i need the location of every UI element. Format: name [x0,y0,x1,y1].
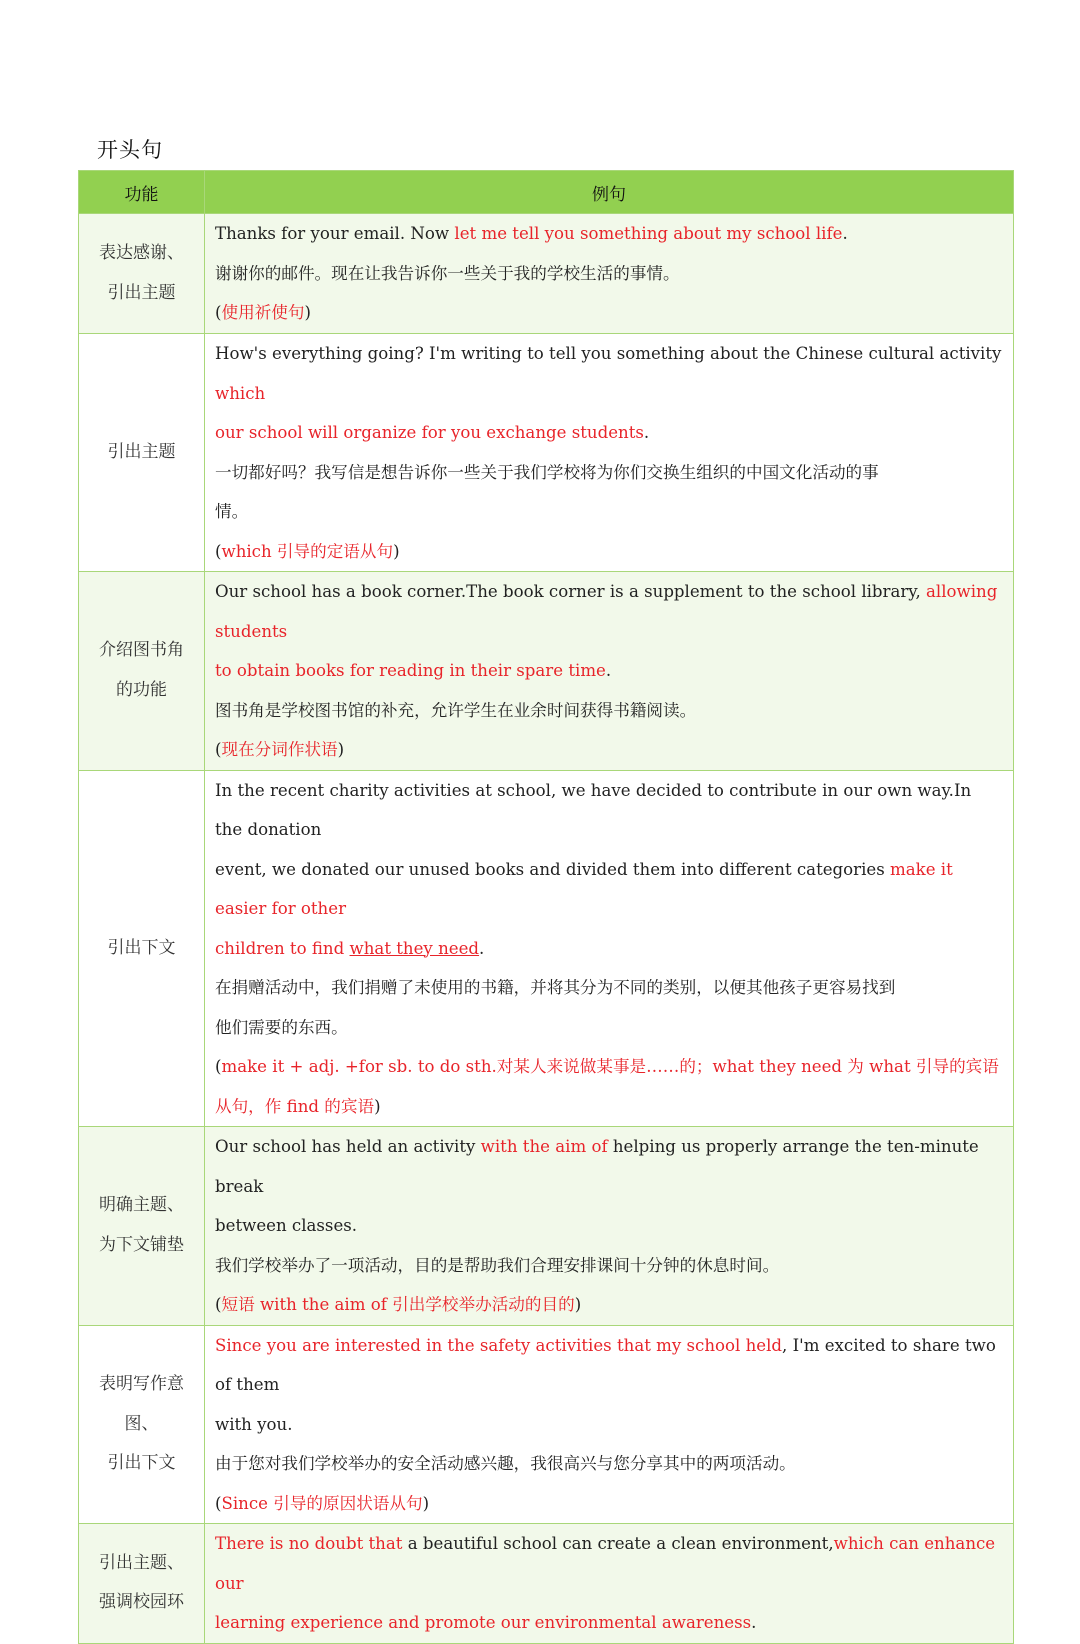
example-line [215,1524,1003,1603]
example-line [215,572,1003,651]
highlight-text: with the aim of [480,1137,608,1156]
section-title: 开头句 [97,138,163,162]
table-row [79,1325,1014,1524]
highlight-text: what they need [349,938,480,958]
example-line [215,293,1003,333]
function-cell [79,1127,205,1326]
highlight-text: 短语 with the aim of 引出学校举办活动的目的 [221,1295,575,1314]
function-text: 强调校园环 [99,1592,184,1613]
body-text: 我们学校举办了一项活动，目的是帮助我们合理安排课间十分钟的休息时间。 [215,1255,780,1275]
example-line [215,1008,1003,1048]
body-text: ) [422,1493,430,1513]
body-text: 他们需要的东西。 [215,1017,348,1037]
example-line [215,1405,1003,1445]
body-text: ) [304,303,311,323]
body-text: How's everything going? I'm writing to tell you something about the Chinese cultural activity [215,344,1002,363]
example-cell [205,1127,1014,1326]
function-text: 介绍图书角 [99,640,184,661]
example-line [215,771,1003,850]
body-text: helping us properly arrange the ten-minute break [215,1137,979,1196]
function-text: 表达感谢、 [99,243,184,263]
table-row [79,770,1014,1127]
example-line [215,413,1003,453]
highlight-text: 从句，作 find 的宾语 [215,1096,375,1116]
body-text: ) [374,1096,381,1116]
example-line [215,929,1003,969]
highlight-text: learning experience and promote our environmental awareness [215,1613,752,1632]
highlight-text: let me tell you something about my school life [454,224,843,244]
body-text: 图书角是学校图书馆的补充，允许学生在业余时间获得书籍阅读。 [215,700,697,720]
highlight-text: to obtain books for reading in their spare time [215,661,606,680]
example-line [215,532,1003,572]
function-cell [79,214,205,334]
highlight-text: which can enhance our [215,1534,996,1593]
example-cell [205,1325,1014,1524]
body-text: ( [215,1493,222,1513]
example-cell [205,572,1014,771]
example-cell [205,214,1014,334]
body-text: Our school has held an activity [215,1137,481,1156]
example-line [215,214,1003,254]
example-line [215,453,1003,493]
body-text: ( [215,303,222,323]
example-line [215,1206,1003,1246]
function-cell [79,572,205,771]
function-cell [79,1524,205,1644]
body-text: . [842,224,848,244]
body-text: ) [574,1295,582,1314]
body-text: between classes. [215,1216,358,1235]
body-text: 由于您对我们学校举办的安全活动感兴趣，我很高兴与您分享其中的两项活动。 [215,1454,796,1473]
body-text: . [751,1613,757,1632]
example-line [215,1127,1003,1206]
body-text: Our school has a book corner.The book corner is a supplement to the school library, [215,582,927,601]
function-text: 引出下文 [107,1453,176,1473]
function-text: 表明写作意 [99,1374,184,1394]
highlight-text: our school will organize for you exchange students [215,423,644,442]
function-text: 引出下文 [107,937,176,958]
example-line [215,850,1003,929]
body-text: , I'm excited to share two of them [215,1335,996,1394]
example-line [215,1087,1003,1127]
highlight-text: 使用祈使句 [221,303,305,323]
body-text: 一切都好吗？我写信是想告诉你一些关于我们学校将为你们交换生组织的中国文化活动的事 [215,462,879,482]
function-text: 引出主题 [107,282,176,303]
body-text: a beautiful school can create a clean environment, [402,1534,834,1553]
example-cell [205,1524,1014,1644]
function-cell [79,770,205,1127]
function-text: 图、 [124,1413,159,1434]
body-text: ) [393,541,400,561]
body-text: 情。 [215,502,249,521]
example-line [215,254,1003,294]
highlight-text: Since 引导的原因状语从句 [221,1493,423,1513]
body-text: event, we donated our unused books and divided them into different categories [215,859,891,879]
example-line [215,1484,1003,1524]
body-text: ) [337,740,345,759]
table-row [79,1127,1014,1326]
highlight-text: which [215,383,266,403]
example-line [215,1326,1003,1405]
body-text: In the recent charity activities at school, we have decided to contribute in our own way.In the donation [215,780,972,839]
highlight-text: There is no doubt that [215,1534,403,1553]
example-line [215,334,1003,413]
function-text: 引出主题、 [99,1552,184,1573]
example-line [215,1047,1003,1087]
body-text: ( [215,1057,222,1076]
body-text: . [605,661,612,680]
example-line [215,1603,1003,1643]
example-cell [205,334,1014,572]
table-row [79,214,1014,334]
highlight-text: make it easier for other [215,859,953,918]
highlight-text: make it + adj. +for sb. to do sth.对某人来说做某事是……的；what they need 为 what 引导的宾语 [221,1057,999,1076]
table-row [79,1524,1014,1644]
body-text: ( [215,740,222,759]
header-function: 功能 [79,171,205,214]
example-line [215,492,1003,532]
body-text: ( [215,541,222,561]
function-cell [79,1325,205,1524]
header-example: 例句 [205,171,1014,214]
highlight-text: allowing students [215,582,998,641]
example-line [215,691,1003,731]
function-text: 为下文铺垫 [99,1234,184,1255]
function-text: 引出主题 [107,441,176,462]
body-text: ( [215,1295,222,1314]
table-row [79,334,1014,572]
body-text: . [643,423,650,442]
table-header-row [79,171,1014,214]
example-line [215,1444,1003,1484]
body-text: 在捐赠活动中，我们捐赠了未使用的书籍，并将其分为不同的类别，以便其他孩子更容易找到 [215,978,896,997]
example-cell [205,770,1014,1127]
body-text: 谢谢你的邮件。现在让我告诉你一些关于我的学校生活的事情。 [215,263,680,283]
example-line [215,1285,1003,1325]
body-text: . [479,938,485,958]
body-text: with you. [215,1414,293,1434]
highlight-text: 现在分词作状语 [221,740,338,759]
highlight-text: Since you are interested in the safety activities that my school held [215,1335,783,1355]
highlight-text: which 引导的定语从句 [221,541,394,561]
table-body [79,214,1014,1644]
phrase-table [78,170,1014,1644]
table-row [79,572,1014,771]
highlight-text: children to find [215,938,350,958]
example-line [215,1246,1003,1286]
function-cell [79,334,205,572]
function-text: 明确主题、 [99,1195,184,1216]
example-line [215,730,1003,770]
example-line [215,968,1003,1008]
function-text: 的功能 [116,679,167,700]
example-line [215,651,1003,691]
body-text: Thanks for your email. Now [215,224,455,244]
